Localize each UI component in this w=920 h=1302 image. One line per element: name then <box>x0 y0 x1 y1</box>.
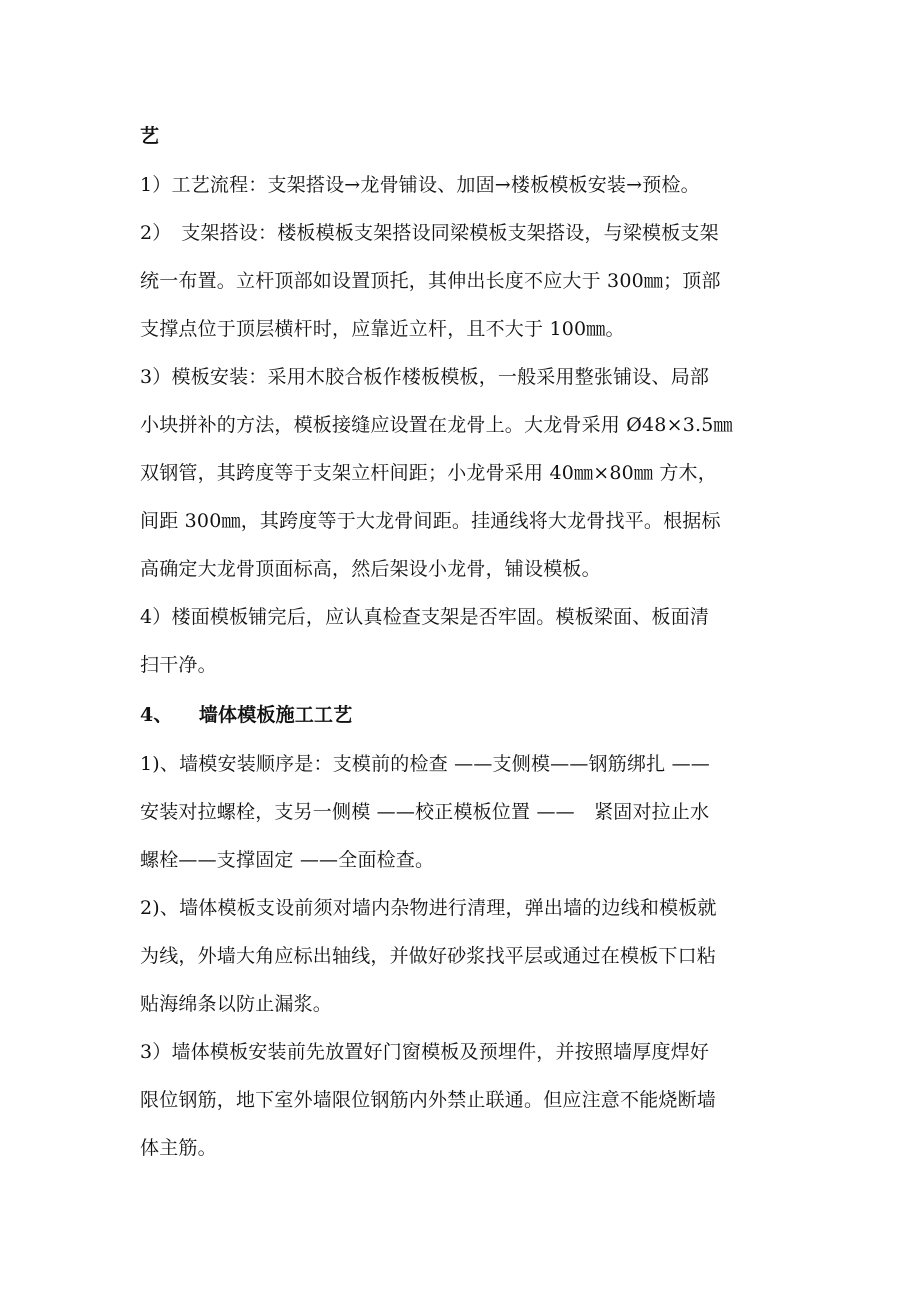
paragraph-line: 体主筋。 <box>140 1137 217 1159</box>
section-heading-title: 墙体模板施工工艺 <box>198 704 353 726</box>
paragraph-line: 为线，外墙大角应标出轴线，并做好砂浆找平层或通过在模板下口粘 <box>140 945 717 967</box>
paragraph-line: 高确定大龙骨顶面标高，然后架设小龙骨，铺设模板。 <box>140 558 601 580</box>
paragraph-line: 限位钢筋，地下室外墙限位钢筋内外禁止联通。但应注意不能烧断墙 <box>140 1089 717 1111</box>
paragraph-line: 3）墙体模板安装前先放置好门窗模板及预埋件，并按照墙厚度焊好 <box>140 1041 710 1063</box>
paragraph-line: 螺栓——支撑固定 ——全面检查。 <box>140 849 435 871</box>
paragraph-line: 3）模板安装：采用木胶合板作楼板模板，一般采用整张铺设、局部 <box>140 366 710 388</box>
paragraph-line: 统一布置。立杆顶部如设置顶托，其伸出长度不应大于 300㎜；顶部 <box>140 270 721 292</box>
paragraph-line: 2） 支架搭设：楼板模板支架搭设同梁模板支架搭设，与梁模板支架 <box>140 222 719 244</box>
paragraph-line: 安装对拉螺栓，支另一侧模 ——校正模板位置 —— 紧固对拉止水 <box>140 801 710 823</box>
paragraph-line: 支撑点位于顶层横杆时，应靠近立杆，且不大于 100㎜。 <box>140 318 625 340</box>
paragraph-line: 间距 300㎜，其跨度等于大龙骨间距。挂通线将大龙骨找平。根据标 <box>140 510 721 532</box>
section-heading <box>140 701 800 729</box>
section-title-fragment: 艺 <box>140 125 160 147</box>
paragraph-line: 4）楼面模板铺完后，应认真检查支架是否牢固。模板梁面、板面清 <box>140 606 710 628</box>
paragraph-line: 贴海绵条以防止漏浆。 <box>140 993 333 1015</box>
section-heading-number: 4、 <box>140 704 173 726</box>
paragraph-line: 1）工艺流程：支架搭设→龙骨铺设、加固→楼板模板安装→预检。 <box>140 174 700 196</box>
paragraph-line: 扫干净。 <box>140 654 217 676</box>
paragraph-line: 1)、墙模安装顺序是：支模前的检查 ——支侧模——钢筋绑扎 —— <box>140 753 710 775</box>
paragraph-line: 双钢管，其跨度等于支架立杆间距；小龙骨采用 40㎜×80㎜ 方木， <box>140 462 717 484</box>
paragraph-line: 2)、墙体模板支设前须对墙内杂物进行清理，弹出墙的边线和模板就 <box>140 897 717 919</box>
paragraph-line: 小块拼补的方法，模板接缝应设置在龙骨上。大龙骨采用 Ø48×3.5㎜ <box>140 414 733 436</box>
